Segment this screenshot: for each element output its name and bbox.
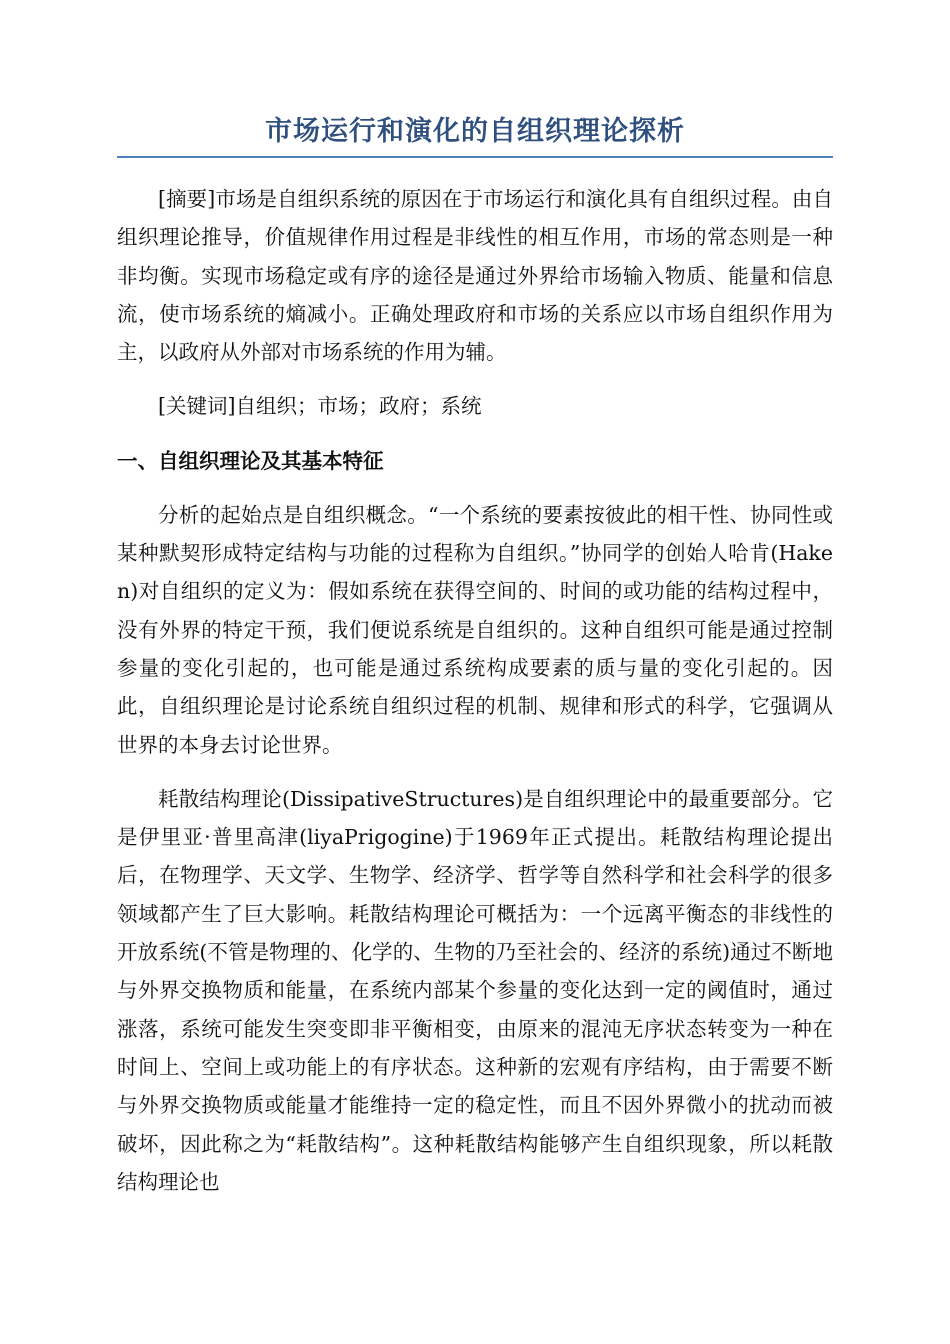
abstract-label: [摘要] bbox=[158, 187, 216, 211]
document-page bbox=[117, 110, 833, 1201]
keywords-text: 自组织；市场；政府；系统 bbox=[235, 394, 482, 419]
spacer bbox=[117, 426, 833, 442]
abstract-text: 市场是自组织系统的原因在于市场运行和演化具有自组织过程。由自组织理论推导，价值规律作用过程是非线性的相互作用，市场的常态则是一种非均衡。实现市场稳定或有序的途径是通过外界给市场输入物质、能量和信息流，使市场系统的熵减小。正确处理政府和市场的关系应以市场自组织作用为主，以政府从外部对市场系统的作用为辅。 bbox=[117, 187, 834, 365]
section-heading: 一、自组织理论及其基本特征 bbox=[117, 448, 384, 473]
keywords-label: [关键词] bbox=[158, 394, 236, 419]
abstract-paragraph bbox=[117, 180, 833, 371]
body-paragraph-1: 分析的起始点是自组织概念。“一个系统的要素按彼此的相干性、协同性或某种默契形成特定结构与功能的过程称为自组织。”协同学的创始人哈肯(Haken)对自组织的定义为：假如系统在获得空间的、时间的或功能的结构过程中，没有外界的特定干预，我们便说系统是自组织的。这种自组织可能是通过控制参量的变化引起的，也可能是通过系统构成要素的质与量的变化引起的。因此，自组织理论是讨论系统自组织过程的机制、规律和形式的科学，它强调从世界的本身去讨论世界。 bbox=[117, 502, 833, 757]
keywords-paragraph bbox=[117, 387, 833, 425]
spacer bbox=[117, 480, 833, 496]
spacer bbox=[117, 371, 833, 387]
document-title: 市场运行和演化的自组织理论探析 bbox=[265, 116, 685, 147]
body-paragraph-2: 耗散结构理论(DissipativeStructures)是自组织理论中的最重要部分。它是伊里亚·普里高津(liyaPrigogine)于1969年正式提出。耗散结构理论提出后，在物理学、天文学、生物学、经济学、哲学等自然科学和社会科学的很多领域都产生了巨大影响。耗散结构理论可概括为：一个远离平衡态的非线性的开放系统(不管是物理的、化学的、生物的乃至社会的、经济的系统)通过不断地与外界交换物质和能量，在系统内部某个参量的变化达到一定的阈值时，通过涨落，系统可能发生突变即非平衡相变，由原来的混沌无序状态转变为一种在时间上、空间上或功能上的有序状态。这种新的宏观有序结构，由于需要不断与外界交换物质或能量才能维持一定的稳定性，而且不因外界微小的扰动而被破坏，因此称之为“耗散结构”。这种耗散结构能够产生自组织现象，所以耗散结构理论也 bbox=[117, 786, 833, 1194]
title-underline bbox=[117, 156, 833, 158]
spacer bbox=[117, 764, 833, 780]
